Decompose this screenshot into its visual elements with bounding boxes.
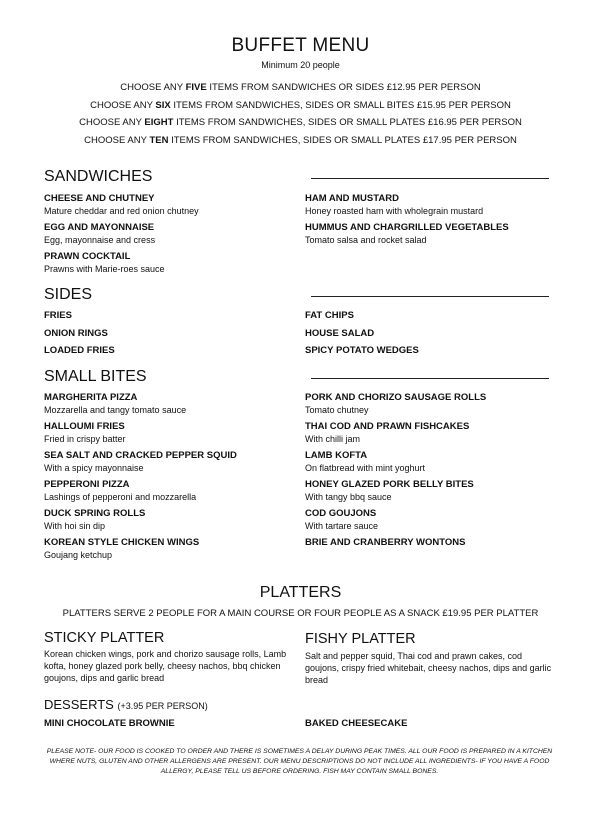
item-description: With tartare sauce — [305, 521, 379, 531]
item-name: LAMB KOFTA — [305, 450, 368, 461]
item-name: HALLOUMI FRIES — [44, 421, 125, 432]
item-name: HONEY GLAZED PORK BELLY BITES — [305, 479, 474, 490]
item-name: SPICY POTATO WEDGES — [305, 345, 419, 356]
menu-item — [44, 345, 304, 357]
page-subtitle: Minimum 20 people — [261, 60, 340, 70]
item-description: Egg, mayonnaise and cress — [44, 235, 156, 245]
fishy-platter-description: Salt and pepper squid, Thai cod and prawn cakes, cod goujons, crispy fried whitebait, cheesy nachos, dips and garlic bread — [305, 651, 552, 685]
item-description: Goujang ketchup — [44, 550, 113, 560]
menu-item — [305, 479, 565, 503]
menu-item — [44, 328, 304, 340]
menu-item — [44, 193, 304, 217]
menu-item — [305, 421, 565, 445]
menu-item — [305, 537, 565, 549]
item-name: HAM AND MUSTARD — [305, 193, 399, 204]
item-name: BRIE AND CRANBERRY WONTONS — [305, 537, 466, 548]
menu-item — [305, 328, 565, 340]
pricing-rule: CHOOSE ANY SIX ITEMS FROM SANDWICHES, SIDES OR SMALL BITES £15.95 PER PERSON — [90, 99, 511, 111]
item-name: FAT CHIPS — [305, 310, 354, 321]
section-title-sandwiches: SANDWICHES — [44, 168, 153, 185]
pricing-rule: CHOOSE ANY EIGHT ITEMS FROM SANDWICHES, SIDES OR SMALL PLATES £16.95 PER PERSON — [79, 117, 522, 128]
menu-item — [44, 479, 304, 503]
fishy-platter-title: FISHY PLATTER — [305, 631, 416, 647]
section-divider — [311, 296, 549, 297]
item-name: HUMMUS AND CHARGRILLED VEGETABLES — [305, 222, 509, 233]
section-title-desserts: DESSERTS (+3.95 PER PERSON) — [44, 697, 208, 712]
item-description: Mozzarella and tangy tomato sauce — [44, 405, 187, 415]
item-name: MARGHERITA PIZZA — [44, 392, 138, 403]
allergen-notice: PLEASE NOTE- OUR FOOD IS COOKED TO ORDER AND THERE IS SOMETIMES A DELAY DURING PEAK TIMES. ALL OUR FOOD IS PREPARED IN A KITCHEN WHERE NUTS, GLUTEN AND OTHER ALLERGENS ARE PRESENT. OUR MENU DESCRIPTIONS DO NOT INCLUDE ALL INGREDIENTS- IF YOU HAVE A FOOD ALLERGY, PLEASE TELL US BEFORE ORDERING. FISH MAY CONTAIN SMALL BONES. — [46, 748, 553, 775]
menu-item — [305, 193, 565, 217]
section-divider — [311, 378, 549, 379]
menu-item — [305, 222, 565, 246]
menu-item — [44, 450, 304, 474]
pricing-rule: CHOOSE ANY TEN ITEMS FROM SANDWICHES, SIDES OR SMALL PLATES £17.95 PER PERSON — [84, 134, 517, 146]
menu-item — [305, 345, 565, 357]
item-description: With hoi sin dip — [44, 521, 106, 531]
item-name: SEA SALT AND CRACKED PEPPER SQUID — [44, 450, 237, 461]
item-name: DUCK SPRING ROLLS — [44, 508, 146, 519]
item-name: COD GOUJONS — [305, 508, 377, 519]
item-description: Honey roasted ham with wholegrain mustard — [305, 206, 484, 216]
item-description: Prawns with Marie-roes sauce — [44, 264, 165, 274]
menu-item — [44, 310, 304, 322]
dessert-item: MINI CHOCOLATE BROWNIE — [44, 718, 175, 729]
page-title: BUFFET MENU — [231, 35, 370, 56]
section-title-sides: SIDES — [44, 286, 93, 303]
item-name: PEPPERONI PIZZA — [44, 479, 130, 490]
menu-item — [305, 310, 565, 322]
item-description: Tomato salsa and rocket salad — [305, 235, 427, 245]
menu-item — [305, 450, 565, 474]
item-name: EGG AND MAYONNAISE — [44, 222, 155, 233]
item-name: PRAWN COCKTAIL — [44, 251, 131, 262]
menu-item — [44, 537, 304, 561]
desserts-price: (+3.95 PER PERSON) — [117, 701, 208, 711]
item-name: HOUSE SALAD — [305, 328, 375, 339]
sticky-platter-title: STICKY PLATTER — [44, 630, 165, 646]
item-name: FRIES — [44, 310, 72, 321]
menu-item — [44, 222, 304, 246]
item-name: KOREAN STYLE CHICKEN WINGS — [44, 537, 200, 548]
item-description: With tangy bbq sauce — [305, 492, 392, 502]
sticky-platter-description: Korean chicken wings, pork and chorizo sausage rolls, Lamb kofta, honey glazed pork belly, cheesy nachos, bbq chicken goujons, dips and garlic bread — [44, 649, 287, 683]
section-title-platters: PLATTERS — [259, 584, 342, 601]
item-description: Lashings of pepperoni and mozzarella — [44, 492, 197, 502]
pricing-rule: CHOOSE ANY FIVE ITEMS FROM SANDWICHES OR SIDES £12.95 PER PERSON — [120, 82, 481, 93]
menu-item — [44, 421, 304, 445]
platters-note: PLATTERS SERVE 2 PEOPLE FOR A MAIN COURSE OR FOUR PEOPLE AS A SNACK £19.95 PER PLATTER — [62, 608, 539, 619]
item-name: CHEESE AND CHUTNEY — [44, 193, 155, 204]
item-name: LOADED FRIES — [44, 345, 115, 356]
item-description: With chilli jam — [305, 434, 361, 444]
item-description: With a spicy mayonnaise — [44, 463, 144, 473]
menu-item — [305, 392, 565, 416]
menu-item — [44, 508, 304, 532]
pricing-rules — [0, 81, 601, 151]
item-name: PORK AND CHORIZO SAUSAGE ROLLS — [305, 392, 487, 403]
item-name: THAI COD AND PRAWN FISHCAKES — [305, 421, 470, 432]
section-divider — [311, 178, 549, 179]
section-title-small-bites: SMALL BITES — [44, 368, 147, 385]
dessert-item: BAKED CHEESECAKE — [305, 718, 408, 729]
item-description: On flatbread with mint yoghurt — [305, 463, 426, 473]
item-description: Fried in crispy batter — [44, 434, 126, 444]
menu-item — [44, 251, 304, 275]
menu-item — [305, 508, 565, 532]
item-description: Mature cheddar and red onion chutney — [44, 206, 199, 216]
menu-item — [44, 392, 304, 416]
item-description: Tomato chutney — [305, 405, 369, 415]
item-name: ONION RINGS — [44, 328, 108, 339]
